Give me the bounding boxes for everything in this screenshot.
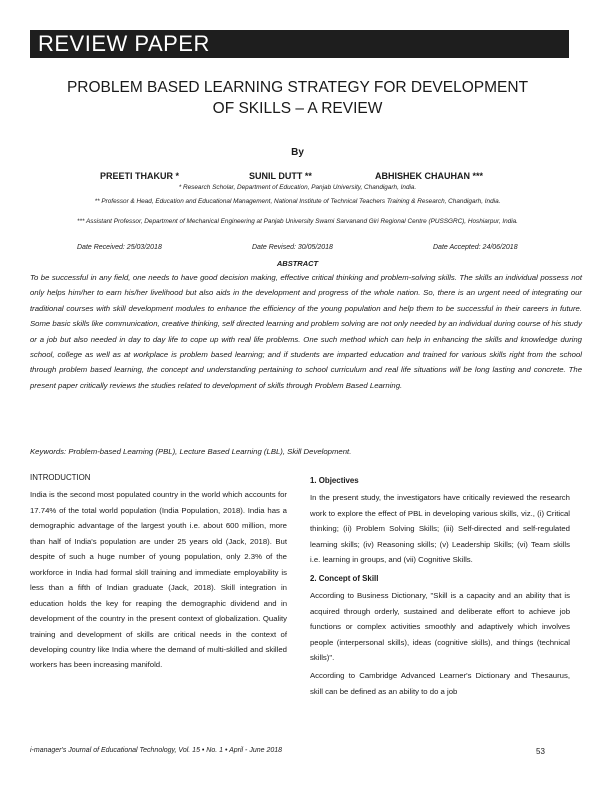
right-column <box>310 470 570 699</box>
concept-paragraph-2: According to Cambridge Advanced Learner's Dictionary and Thesaurus, skill can be defined as an ability to do a job <box>310 671 570 696</box>
introduction-paragraph: India is the second most populated country in the world which accounts for 17.74% of the total world population (India Population, 2018). India has a demographic advantage of the largest youth i.e. about 600 million, more than half of India's population are under 25 years old (Jack, 2018). But despite of such a huge number of young population, only 2.3% of the workforce in India had formal skill training and immediate employability is less than a fifth of Indian graduate (Jack, 2018). Skill integration in education holds the key for reaping the demographic dividend and in development of the country in the present context of globalization. Quality training and development of skills are critical needs in the context of developing country like India where the demand of multi-skilled and skilled workers has been increasing manifold. <box>30 490 287 670</box>
abstract-text: To be successful in any field, one needs to have good decision making, effective critical thinking and problem-solving skills. The skills an individual possess not only helps him/her to earn his/her livelihood but also aids in the development and progress of the whole nation. So, there is an urgent need of integrating our traditional courses with skill development modules to enhance the efficiency of the young population and help them to be successful in their careers in future. Some basic skills like communication, creative thinking, self directed learning and problem solving are not only needed by an individual during course of his study or a job but also needed in day to day life to cope up with real life problems. One such method which can help in enhancing the skills and knowledge during school, college as well as at workplace is problem based learning; and if students are imparted education and trained for various skills right from the school through problem based learning, the concept and understanding pertaining to school curriculum and real life situations will be long lasting and concrete. The present paper critically reviews the studies related to development of skills through Problem Based Learning. <box>30 273 582 390</box>
abstract-heading: ABSTRACT <box>276 259 319 268</box>
objectives-heading: 1. Objectives <box>310 476 359 485</box>
concept-paragraph-1: According to Business Dictionary, "Skill is a capacity and an ability that is acquired through orderly, sustained and deliberate effort to achieve job functions or complex activities smoothly and adaptively which involves people (interpersonal skills), ideas (cognitive skills), and things (technical skills)". <box>310 591 570 662</box>
paper-title <box>40 77 555 119</box>
affiliation-1: * Research Scholar, Department of Education, Panjab University, Chandigarh, India. <box>178 184 417 191</box>
section-banner <box>30 30 569 58</box>
affiliation-2: ** Professor & Head, Education and Educational Management, National Institute of Technical Teachers Training & Research, Chandigarh, India. <box>94 198 501 205</box>
title-line-1: PROBLEM BASED LEARNING STRATEGY FOR DEVELOPMENT <box>66 79 529 96</box>
objectives-paragraph: In the present study, the investigators have critically reviewed the research work to explore the effect of PBL in developing various skills, viz., (i) Critical thinking; (ii) Problem Solving Skills; (iii) Self-directed and self-regulated learning skills; (iv) Reasoning skills; (v) Leadership Skills; (vi) Team skills i.e. learning in groups, and (vii) Cognitive Skills. <box>310 493 570 565</box>
author-2: SUNIL DUTT ** <box>249 171 312 181</box>
keywords: Keywords: Problem-based Learning (PBL), Lecture Based Learning (LBL), Skill Development. <box>30 447 352 456</box>
introduction-heading: INTRODUCTION <box>30 473 91 482</box>
date-received: Date Received: 25/03/2018 <box>77 244 162 251</box>
by-label: By <box>291 147 304 158</box>
title-line-2: OF SKILLS – A REVIEW <box>212 100 383 117</box>
author-1: PREETI THAKUR * <box>100 171 180 181</box>
page-number: 53 <box>536 747 545 756</box>
author-3: ABHISHEK CHAUHAN *** <box>375 171 484 181</box>
date-accepted: Date Accepted: 24/06/2018 <box>433 244 518 251</box>
journal-footer: i-manager's Journal of Educational Technology, Vol. 15 • No. 1 • April - June 2018 <box>30 747 283 754</box>
banner-label: REVIEW PAPER <box>38 31 210 56</box>
date-revised: Date Revised: 30/05/2018 <box>252 244 333 251</box>
left-column <box>30 470 287 673</box>
affiliation-3: *** Assistant Professor, Department of Mechanical Engineering at Panjab University Swami Sarvanand Giri Regional Centre (PUSSGRC), Hoshiarpur, India. <box>77 218 518 225</box>
concept-of-skill-heading: 2. Concept of Skill <box>310 573 379 583</box>
